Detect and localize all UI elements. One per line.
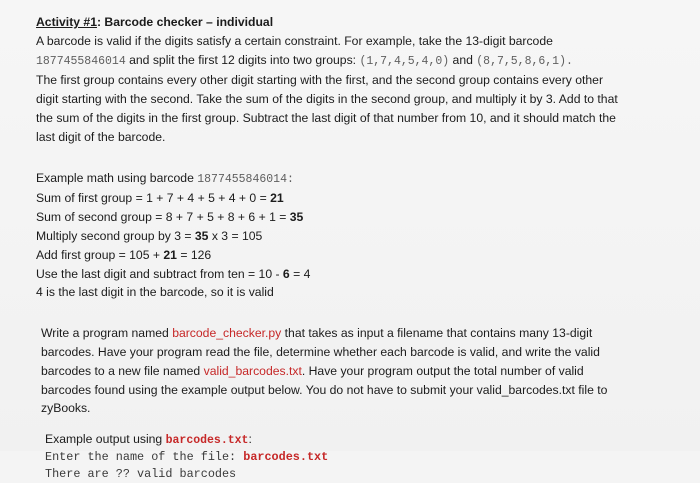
output-filename: valid_barcodes.txt <box>203 363 302 378</box>
intro-line-3: The first group contains every other digit starting with the first, and the second group contains every other <box>36 73 604 88</box>
sum-second-value: 35 <box>289 210 304 225</box>
sum-second-text: Sum of second group = 8 + 7 + 5 + 8 + 6 + 1 = <box>36 210 290 225</box>
intro-and: and <box>449 52 477 67</box>
multiply-step <box>36 227 680 246</box>
sum-second-group <box>36 208 680 227</box>
output-result: There are ?? valid barcodes <box>45 467 237 482</box>
conclusion: 4 is the last digit in the barcode, so it is valid <box>36 285 274 300</box>
activity-title-prefix: Activity #1 <box>36 15 97 29</box>
task-paragraph <box>36 324 680 418</box>
sum-first-value: 21 <box>270 191 284 206</box>
output-head-text: Example output using <box>45 432 166 447</box>
task-line-4: barcodes found using the example output below. You do not have to submit your valid_barcodes.txt file to <box>41 382 608 397</box>
intro-line-6: last digit of the barcode. <box>36 129 166 144</box>
add-text: Add first group = 105 + <box>36 247 164 262</box>
group-one: (1,7,4,5,4,0) <box>359 54 450 68</box>
example-code: 1877455846014: <box>197 172 294 186</box>
group-two: (8,7,5,8,6,1). <box>476 54 573 68</box>
task-line-1 <box>41 324 680 343</box>
task-line-1-text: Write a program named <box>41 326 173 341</box>
subtract-result: = 4 <box>289 266 311 281</box>
intro-line-4: digit starting with the second. Take the sum of the digits in the second group, and multiply it by 3. Add to that <box>36 92 618 107</box>
multiply-text: Multiply second group by 3 = <box>36 228 195 243</box>
activity-title <box>36 13 680 32</box>
subtract-step <box>36 265 680 284</box>
multiply-value: 35 <box>194 228 209 243</box>
subtract-value: 6 <box>282 266 290 281</box>
barcode-code: 1877455846014 <box>36 54 126 68</box>
task-line-1-rest: that takes as input a filename that contains many 13-digit <box>281 326 593 341</box>
task-line-5: zyBooks. <box>41 401 91 416</box>
output-head-colon: : <box>248 432 252 447</box>
sum-first-text: Sum of first group = 1 + 7 + 4 + 5 + 4 + 0 = <box>36 191 271 206</box>
output-prompt-file: barcodes.txt <box>243 450 329 465</box>
output-head-file: barcodes.txt <box>165 434 249 448</box>
intro-line-5: the sum of the digits in the first group. Subtract the last digit of that number from 10, and it should match the <box>36 110 616 125</box>
intro-line-2-text: and split the first 12 digits into two groups: <box>125 52 360 67</box>
add-step <box>36 246 680 265</box>
add-result: = 126 <box>176 247 212 262</box>
output-prompt <box>45 449 680 466</box>
example-output <box>36 431 680 483</box>
task-line-3-rest: . Have your program output the total number of valid <box>301 363 584 378</box>
example-head-text: Example math using barcode <box>36 170 198 185</box>
intro-paragraph <box>36 32 680 147</box>
task-line-3-text: barcodes to a new file named <box>41 363 204 378</box>
activity-title-rest: : Barcode checker – individual <box>96 15 274 29</box>
output-head <box>45 431 680 449</box>
sum-first-group <box>36 189 680 208</box>
intro-line-2 <box>36 51 680 72</box>
output-prompt-text: Enter the name of the file: <box>45 450 244 465</box>
example-math <box>36 169 680 303</box>
task-line-2: barcodes. Have your program read the file, determine whether each barcode is valid, and write the valid <box>41 344 600 359</box>
multiply-result: x 3 = 105 <box>208 228 263 243</box>
subtract-text: Use the last digit and subtract from ten = 10 - <box>36 266 283 281</box>
add-value: 21 <box>163 247 177 262</box>
task-line-3 <box>41 362 680 381</box>
example-head <box>36 169 680 190</box>
program-filename: barcode_checker.py <box>172 326 282 341</box>
intro-line-1: A barcode is valid if the digits satisfy a certain constraint. For example, take the 13-digit barcode <box>36 33 553 48</box>
